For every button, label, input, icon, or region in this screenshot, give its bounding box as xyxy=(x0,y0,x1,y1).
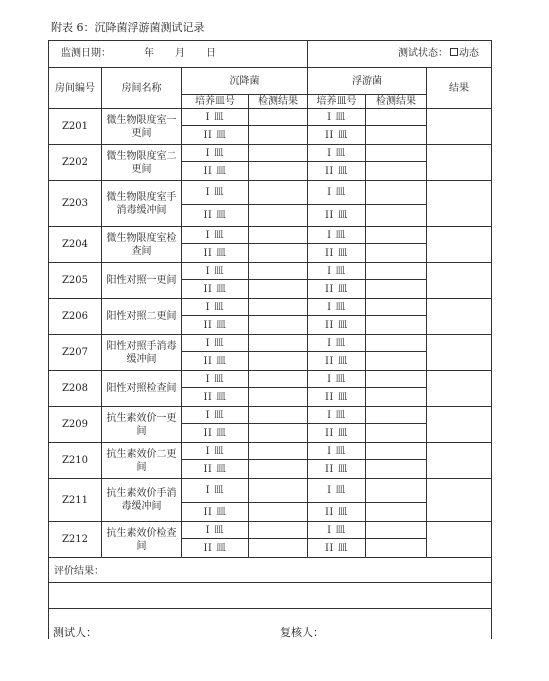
test-record-table xyxy=(48,40,492,639)
table-row xyxy=(49,443,492,460)
settling-result-cell[interactable] xyxy=(249,126,308,145)
document-title: 附表 6：沉降菌浮游菌测试记录 xyxy=(51,21,205,34)
airborne-dish-label: II 皿 xyxy=(308,503,366,522)
settling-dish-label: I 皿 xyxy=(182,407,249,424)
header-row-1 xyxy=(49,68,492,95)
airborne-result-cell[interactable] xyxy=(366,181,427,205)
settling-dish-label: II 皿 xyxy=(182,205,249,227)
settling-dish-label: II 皿 xyxy=(182,316,249,335)
settling-result-cell[interactable] xyxy=(249,503,308,522)
day-label: 日 xyxy=(206,48,216,59)
settling-dish-label: II 皿 xyxy=(182,162,249,181)
evaluation-input-row xyxy=(49,583,492,609)
airborne-dish-label: II 皿 xyxy=(308,424,366,443)
test-status-label: 测试状态： xyxy=(398,48,448,59)
result-cell[interactable] xyxy=(427,335,492,371)
airborne-dish-label: I 皿 xyxy=(308,335,366,352)
room-name: 微生物限度室手消毒缓冲间 xyxy=(102,181,182,227)
settling-result-cell[interactable] xyxy=(249,479,308,503)
room-code: Z203 xyxy=(49,181,102,227)
settling-result-cell[interactable] xyxy=(249,227,308,244)
airborne-dish-label: I 皿 xyxy=(308,371,366,388)
settling-dish-label: I 皿 xyxy=(182,335,249,352)
table-row xyxy=(49,371,492,388)
table-row xyxy=(49,227,492,244)
table-row xyxy=(49,335,492,352)
settling-result-cell[interactable] xyxy=(249,335,308,352)
airborne-dish-label: I 皿 xyxy=(308,181,366,205)
dynamic-status-checkbox[interactable] xyxy=(450,48,458,56)
result-cell[interactable] xyxy=(427,407,492,443)
test-status-cell xyxy=(308,41,492,68)
airborne-dish-label: II 皿 xyxy=(308,352,366,371)
tester-label[interactable]: 测试人： xyxy=(53,626,97,639)
result-cell[interactable] xyxy=(427,371,492,407)
signature-row xyxy=(49,609,492,640)
settling-dish-label: I 皿 xyxy=(182,263,249,280)
settling-dish-label: II 皿 xyxy=(182,460,249,479)
room-name: 阳性对照手消毒缓冲间 xyxy=(102,335,182,371)
airborne-result-cell[interactable] xyxy=(366,335,427,352)
room-code: Z210 xyxy=(49,443,102,479)
result-cell[interactable] xyxy=(427,109,492,145)
settling-dish-label: I 皿 xyxy=(182,227,249,244)
room-code: Z204 xyxy=(49,227,102,263)
airborne-dish-label: I 皿 xyxy=(308,145,366,162)
airborne-result-cell[interactable] xyxy=(366,280,427,299)
settling-result-cell[interactable] xyxy=(249,263,308,280)
room-name: 抗生素效价二更间 xyxy=(102,443,182,479)
airborne-result-cell[interactable] xyxy=(366,316,427,335)
airborne-dish-label: II 皿 xyxy=(308,280,366,299)
settling-result-cell[interactable] xyxy=(249,388,308,407)
result-cell[interactable] xyxy=(427,479,492,522)
room-code: Z209 xyxy=(49,407,102,443)
airborne-result-cell[interactable] xyxy=(366,460,427,479)
airborne-result-cell[interactable] xyxy=(366,145,427,162)
room-code: Z212 xyxy=(49,522,102,558)
settling-result-cell[interactable] xyxy=(249,316,308,335)
settling-dish-label: I 皿 xyxy=(182,371,249,388)
room-code: Z201 xyxy=(49,109,102,145)
settling-dish-label: I 皿 xyxy=(182,443,249,460)
airborne-result-cell[interactable] xyxy=(366,443,427,460)
settling-result-cell[interactable] xyxy=(249,299,308,316)
airborne-result-cell[interactable] xyxy=(366,503,427,522)
settling-result-cell[interactable] xyxy=(249,522,308,539)
settling-dish-label: I 皿 xyxy=(182,145,249,162)
settling-result-cell[interactable] xyxy=(249,460,308,479)
table-row xyxy=(49,181,492,205)
settling-dish-label: II 皿 xyxy=(182,244,249,263)
settling-dish-label: II 皿 xyxy=(182,280,249,299)
monitor-info-row xyxy=(49,41,492,68)
settling-dish-label: II 皿 xyxy=(182,388,249,407)
room-name: 抗生素效价检查间 xyxy=(102,522,182,558)
table-row xyxy=(49,479,492,503)
table-row xyxy=(49,299,492,316)
settling-dish-label: II 皿 xyxy=(182,424,249,443)
airborne-dish-label: I 皿 xyxy=(308,522,366,539)
settling-result-cell[interactable] xyxy=(249,181,308,205)
settling-dish-label: I 皿 xyxy=(182,109,249,126)
settling-dish-label: I 皿 xyxy=(182,522,249,539)
airborne-bacteria-header: 浮游菌 xyxy=(308,68,427,95)
settling-test-result-header: 检测结果 xyxy=(249,95,308,109)
settling-result-cell[interactable] xyxy=(249,109,308,126)
airborne-result-cell[interactable] xyxy=(366,388,427,407)
settling-result-cell[interactable] xyxy=(249,244,308,263)
settling-result-cell[interactable] xyxy=(249,407,308,424)
airborne-result-cell[interactable] xyxy=(366,263,427,280)
settling-result-cell[interactable] xyxy=(249,145,308,162)
room-name: 抗生素效价手消毒缓冲间 xyxy=(102,479,182,522)
result-header: 结果 xyxy=(427,68,492,109)
airborne-dish-label: II 皿 xyxy=(308,244,366,263)
room-name: 阳性对照二更间 xyxy=(102,299,182,335)
airborne-dish-label: II 皿 xyxy=(308,388,366,407)
settling-result-cell[interactable] xyxy=(249,424,308,443)
settling-result-cell[interactable] xyxy=(249,162,308,181)
year-label: 年 xyxy=(144,48,154,59)
table-row xyxy=(49,522,492,539)
evaluation-row xyxy=(49,558,492,583)
table-row xyxy=(49,263,492,280)
room-name: 微生物限度室二更间 xyxy=(102,145,182,181)
airborne-result-cell[interactable] xyxy=(366,539,427,558)
airborne-result-cell[interactable] xyxy=(366,424,427,443)
result-cell[interactable] xyxy=(427,181,492,227)
airborne-dish-label: II 皿 xyxy=(308,539,366,558)
room-code: Z205 xyxy=(49,263,102,299)
settling-dish-label: II 皿 xyxy=(182,126,249,145)
result-cell[interactable] xyxy=(427,299,492,335)
airborne-dish-label: II 皿 xyxy=(308,205,366,227)
airborne-dish-label: I 皿 xyxy=(308,299,366,316)
table-row xyxy=(49,109,492,126)
result-cell[interactable] xyxy=(427,443,492,479)
settling-result-cell[interactable] xyxy=(249,443,308,460)
airborne-result-cell[interactable] xyxy=(366,162,427,181)
airborne-result-cell[interactable] xyxy=(366,299,427,316)
table-row xyxy=(49,407,492,424)
room-code: Z208 xyxy=(49,371,102,407)
room-name: 抗生素效价一更间 xyxy=(102,407,182,443)
airborne-dish-label: I 皿 xyxy=(308,407,366,424)
settling-dish-label: I 皿 xyxy=(182,181,249,205)
table-row xyxy=(49,145,492,162)
airborne-result-cell[interactable] xyxy=(366,479,427,503)
room-name: 微生物限度室一更间 xyxy=(102,109,182,145)
evaluation-label: 评价结果： xyxy=(49,558,492,583)
airborne-result-cell[interactable] xyxy=(366,205,427,227)
room-code: Z211 xyxy=(49,479,102,522)
settling-result-cell[interactable] xyxy=(249,280,308,299)
result-cell[interactable] xyxy=(427,522,492,558)
airborne-dish-label: I 皿 xyxy=(308,443,366,460)
room-no-header: 房间编号 xyxy=(49,68,102,109)
settling-result-cell[interactable] xyxy=(249,371,308,388)
airborne-dish-label: II 皿 xyxy=(308,162,366,181)
airborne-dish-no-header: 培养皿号 xyxy=(308,95,366,109)
airborne-dish-label: II 皿 xyxy=(308,316,366,335)
airborne-result-cell[interactable] xyxy=(366,352,427,371)
airborne-dish-label: I 皿 xyxy=(308,263,366,280)
airborne-result-cell[interactable] xyxy=(366,109,427,126)
settling-result-cell[interactable] xyxy=(249,205,308,227)
airborne-result-cell[interactable] xyxy=(366,407,427,424)
month-label: 月 xyxy=(175,48,185,59)
monitor-date-cell[interactable] xyxy=(49,41,308,68)
airborne-dish-label: I 皿 xyxy=(308,227,366,244)
airborne-result-cell[interactable] xyxy=(366,371,427,388)
room-code: Z206 xyxy=(49,299,102,335)
result-cell[interactable] xyxy=(427,263,492,299)
airborne-test-result-header: 检测结果 xyxy=(366,95,427,109)
airborne-dish-label: II 皿 xyxy=(308,126,366,145)
airborne-result-cell[interactable] xyxy=(366,126,427,145)
dynamic-status-label: 动态 xyxy=(459,48,479,59)
airborne-dish-label: I 皿 xyxy=(308,109,366,126)
room-code: Z207 xyxy=(49,335,102,371)
reviewer-label[interactable]: 复核人： xyxy=(280,626,324,639)
room-name-header: 房间名称 xyxy=(102,68,182,109)
monitor-date-label: 监测日期： xyxy=(61,48,111,59)
settling-dish-label: II 皿 xyxy=(182,352,249,371)
airborne-dish-label: II 皿 xyxy=(308,460,366,479)
settling-dish-no-header: 培养皿号 xyxy=(182,95,249,109)
room-name: 阳性对照一更间 xyxy=(102,263,182,299)
airborne-result-cell[interactable] xyxy=(366,227,427,244)
room-code: Z202 xyxy=(49,145,102,181)
evaluation-input[interactable] xyxy=(49,583,492,609)
settling-bacteria-header: 沉降菌 xyxy=(182,68,308,95)
settling-dish-label: I 皿 xyxy=(182,479,249,503)
settling-result-cell[interactable] xyxy=(249,539,308,558)
airborne-dish-label: I 皿 xyxy=(308,479,366,503)
result-cell[interactable] xyxy=(427,227,492,263)
room-name: 微生物限度室检查间 xyxy=(102,227,182,263)
settling-result-cell[interactable] xyxy=(249,352,308,371)
airborne-result-cell[interactable] xyxy=(366,522,427,539)
settling-dish-label: II 皿 xyxy=(182,539,249,558)
room-name: 阳性对照检查间 xyxy=(102,371,182,407)
settling-dish-label: I 皿 xyxy=(182,299,249,316)
airborne-result-cell[interactable] xyxy=(366,244,427,263)
settling-dish-label: II 皿 xyxy=(182,503,249,522)
result-cell[interactable] xyxy=(427,145,492,181)
